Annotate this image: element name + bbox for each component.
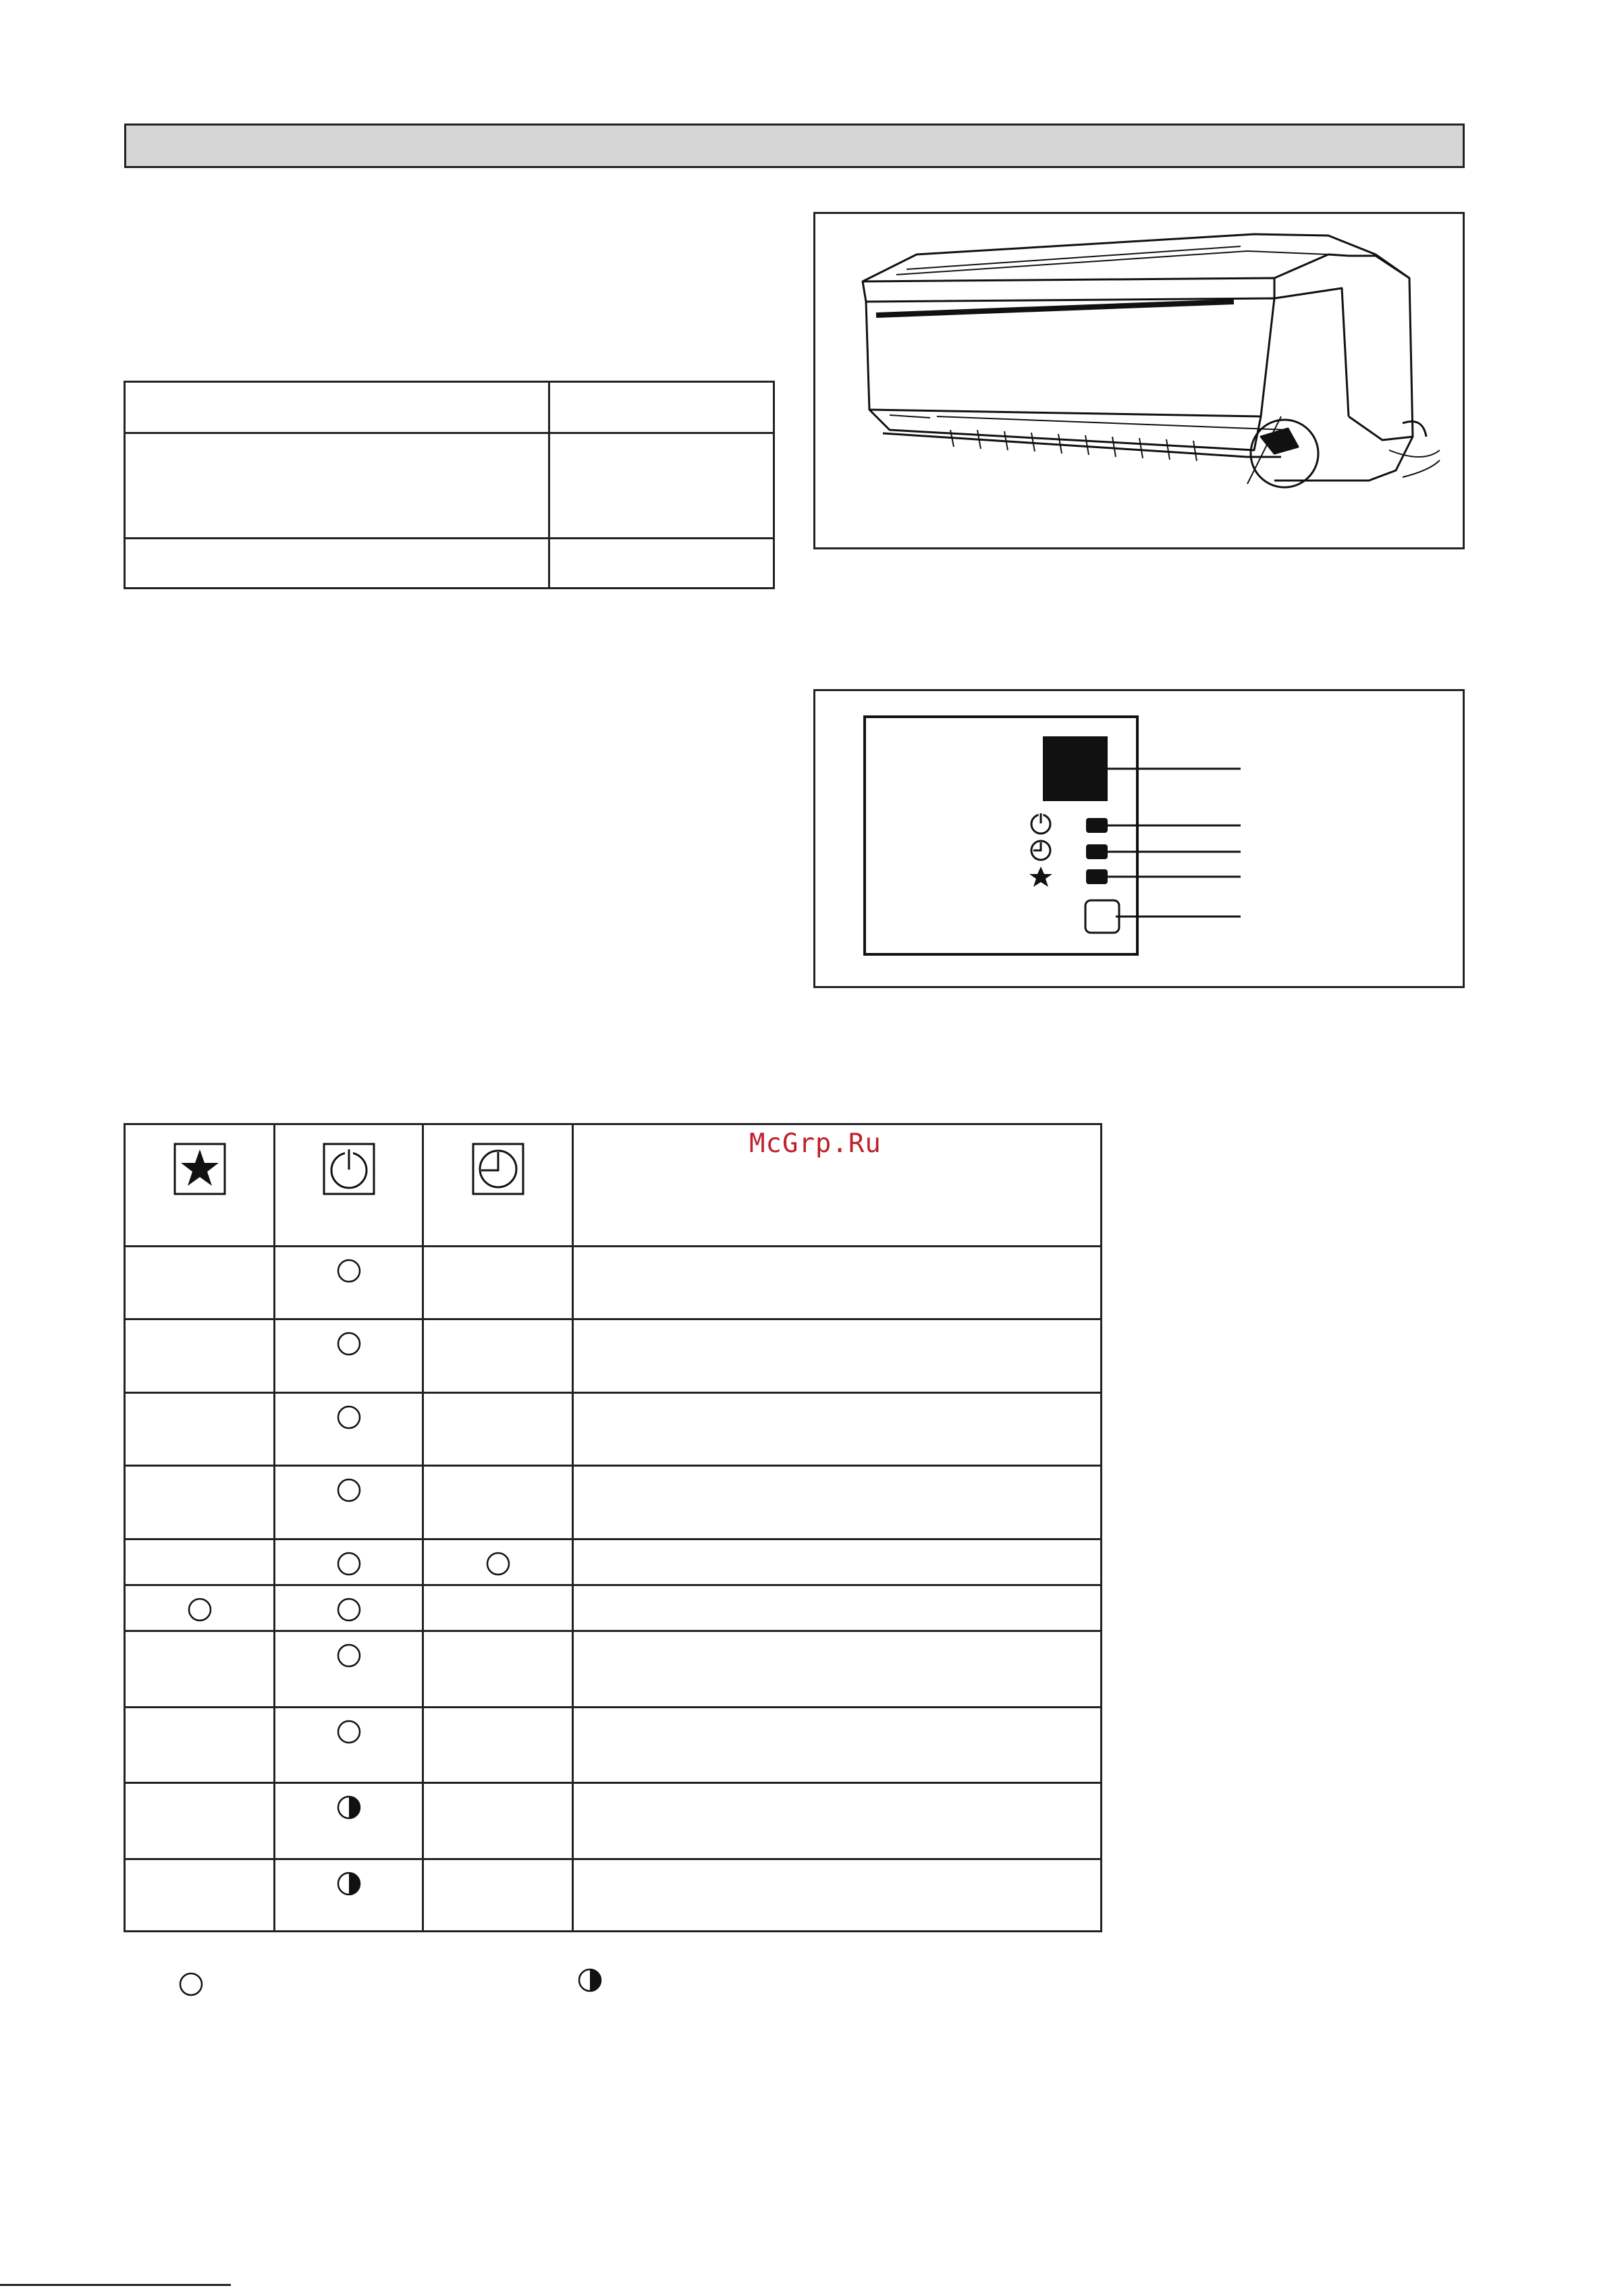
power-cell <box>275 1783 423 1859</box>
section-header-bar <box>124 124 1465 168</box>
power-cell <box>275 1585 423 1631</box>
timer-cell <box>423 1466 573 1539</box>
lamp-on-icon <box>187 1597 213 1623</box>
spec-table <box>124 381 775 589</box>
lamp-on-icon <box>336 1643 362 1668</box>
description-cell <box>573 1707 1102 1782</box>
description-cell <box>573 1631 1102 1707</box>
power-cell <box>275 1539 423 1585</box>
spec-cell <box>125 539 549 589</box>
star-cell <box>125 1466 275 1539</box>
table-row <box>125 1247 1102 1319</box>
spec-cell <box>549 382 774 433</box>
lamp-on-legend-icon <box>178 1971 204 1997</box>
description-cell <box>573 1859 1102 1931</box>
description-cell <box>573 1247 1102 1319</box>
spec-cell <box>549 539 774 589</box>
star-cell <box>125 1585 275 1631</box>
spec-cell <box>125 382 549 433</box>
star-cell <box>125 1707 275 1782</box>
table-row <box>125 1392 1102 1465</box>
lamp-on-icon <box>336 1597 362 1623</box>
timer-cell <box>423 1319 573 1392</box>
table-row <box>125 1539 1102 1585</box>
timer-cell <box>423 1783 573 1859</box>
table-row <box>125 1859 1102 1931</box>
indicator-panel-figure <box>813 689 1465 988</box>
watermark: McGrp.Ru <box>749 1128 882 1159</box>
timer-cell <box>423 1392 573 1465</box>
lamp-on-icon <box>336 1719 362 1745</box>
table-row <box>125 1707 1102 1782</box>
table-row <box>125 1631 1102 1707</box>
description-cell <box>573 1392 1102 1465</box>
star-cell <box>125 1783 275 1859</box>
lamp-on-icon <box>336 1405 362 1430</box>
power-cell <box>275 1707 423 1782</box>
table-row <box>125 1466 1102 1539</box>
header-timer <box>423 1124 573 1247</box>
emergency-button <box>1085 900 1119 933</box>
lamp-on-icon <box>336 1258 362 1284</box>
star-icon <box>1029 867 1052 887</box>
table-row <box>125 1783 1102 1859</box>
header-power <box>275 1124 423 1247</box>
star-cell <box>125 1859 275 1931</box>
power-cell <box>275 1247 423 1319</box>
lamp-blink-legend-icon <box>577 1967 603 1993</box>
power-cell <box>275 1392 423 1465</box>
power-icon <box>323 1143 375 1195</box>
footer-rule <box>0 2284 231 2286</box>
power-cell <box>275 1859 423 1931</box>
description-cell <box>573 1783 1102 1859</box>
lamp-on-icon <box>336 1331 362 1357</box>
indicator-panel-illustration <box>815 691 1463 986</box>
timer-cell <box>423 1585 573 1631</box>
power-cell <box>275 1466 423 1539</box>
star-cell <box>125 1631 275 1707</box>
star-icon <box>173 1143 226 1195</box>
star-cell <box>125 1392 275 1465</box>
timer-cell <box>423 1247 573 1319</box>
timer-cell <box>423 1707 573 1782</box>
timer-cell <box>423 1859 573 1931</box>
star-cell <box>125 1539 275 1585</box>
star-cell <box>125 1247 275 1319</box>
lamp-on-icon <box>336 1551 362 1577</box>
description-cell <box>573 1539 1102 1585</box>
description-cell <box>573 1585 1102 1631</box>
lamp-blink-icon <box>336 1795 362 1820</box>
indoor-unit-illustration <box>815 214 1463 547</box>
table-row <box>125 1585 1102 1631</box>
spec-cell <box>549 433 774 539</box>
power-cell <box>275 1319 423 1392</box>
indoor-unit-figure <box>813 212 1465 549</box>
star-cell <box>125 1319 275 1392</box>
timer-icon <box>472 1143 524 1195</box>
lamp-on-icon <box>485 1551 511 1577</box>
description-cell <box>573 1466 1102 1539</box>
header-description <box>573 1124 1102 1247</box>
timer-cell <box>423 1631 573 1707</box>
header-star <box>125 1124 275 1247</box>
power-cell <box>275 1631 423 1707</box>
table-row <box>125 1319 1102 1392</box>
spec-cell <box>125 433 549 539</box>
description-cell <box>573 1319 1102 1392</box>
indicator-table <box>124 1123 1102 1932</box>
lamp-blink-icon <box>336 1871 362 1897</box>
power-icon <box>1031 812 1050 834</box>
lamp-on-icon <box>336 1477 362 1503</box>
timer-cell <box>423 1539 573 1585</box>
timer-icon <box>1031 841 1050 860</box>
